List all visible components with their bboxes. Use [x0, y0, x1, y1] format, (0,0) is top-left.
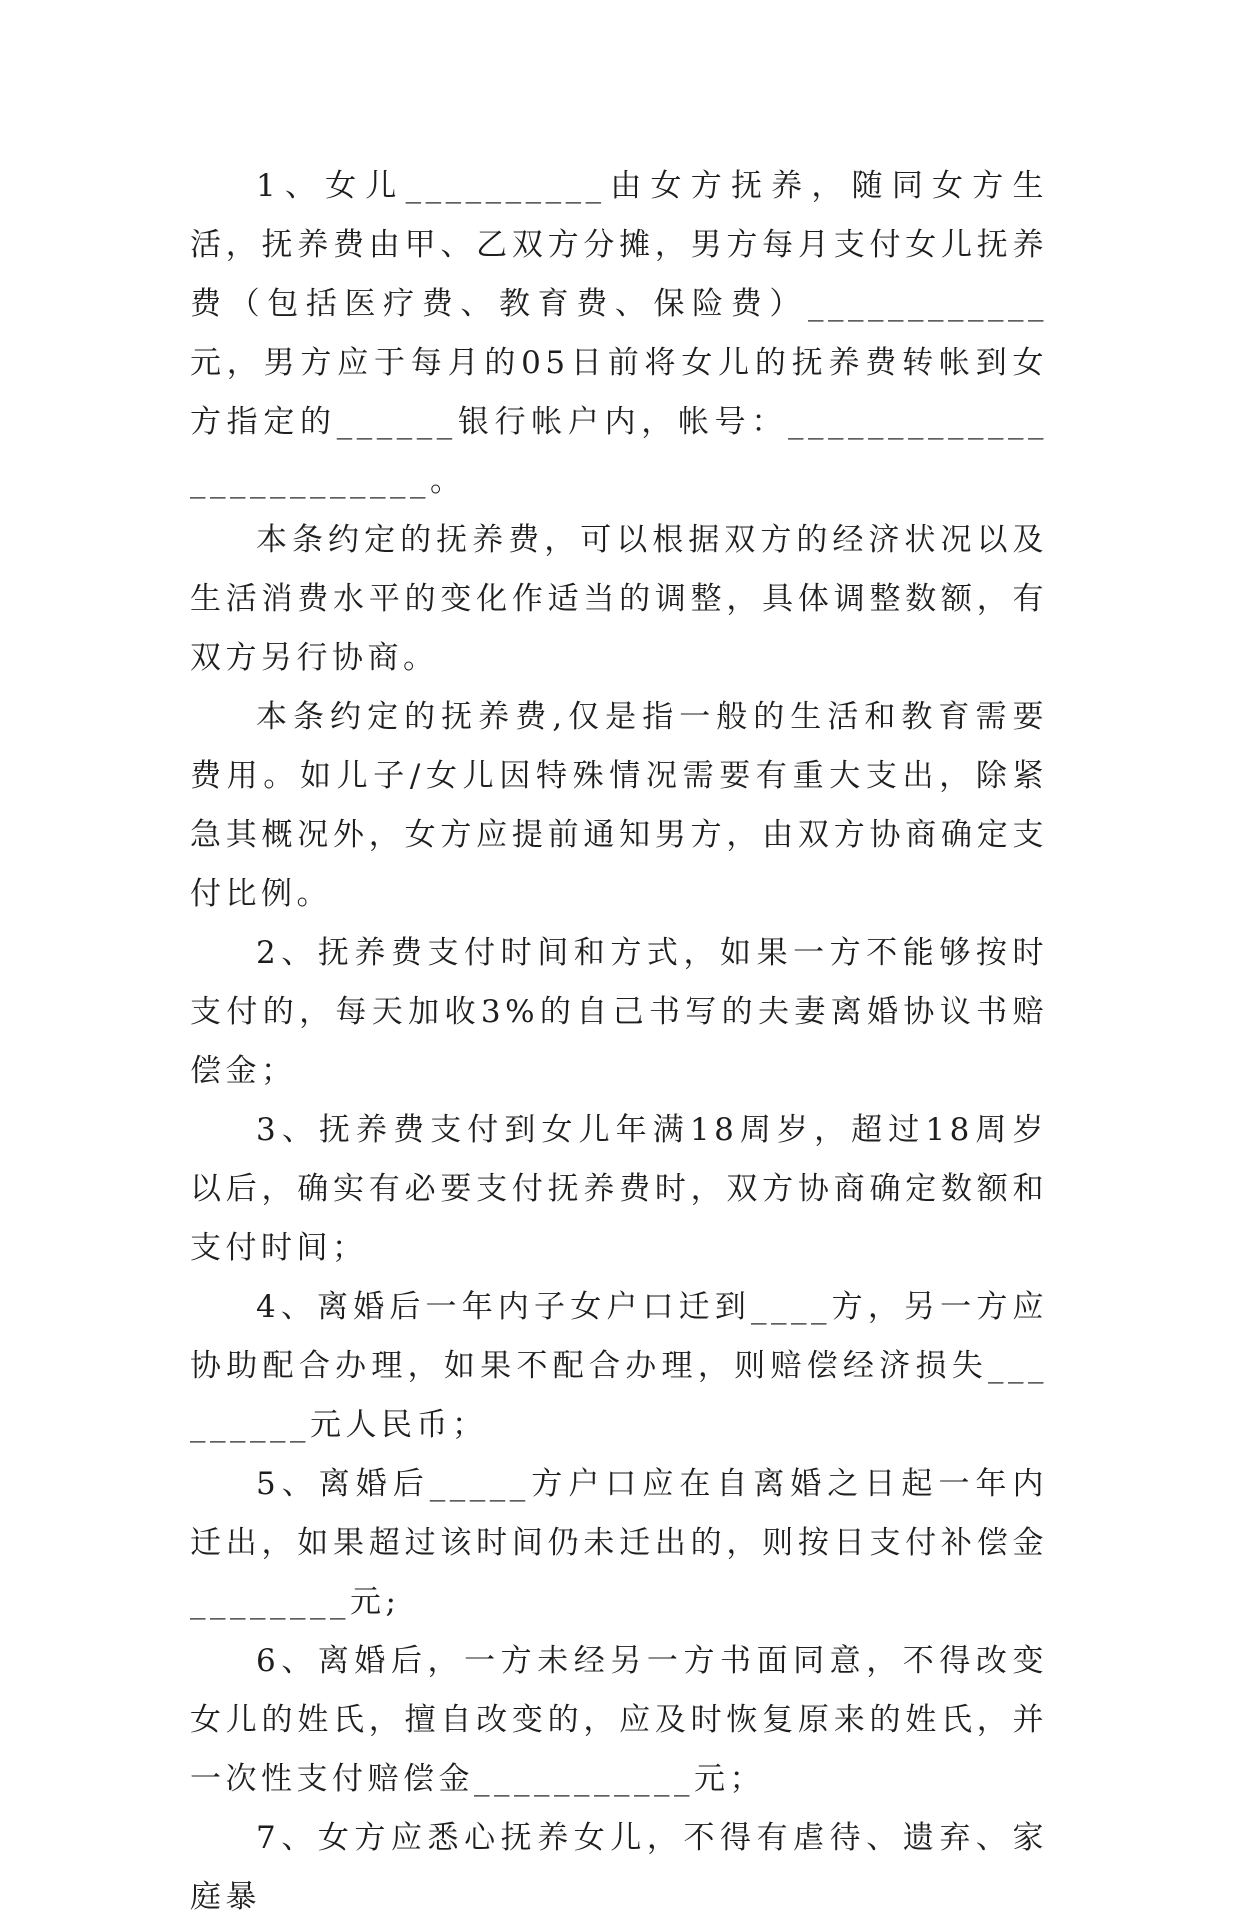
- paragraph-6-surname: 6、离婚后，一方未经另一方书面同意，不得改变女儿的姓氏，擅自改变的，应及时恢复原来的姓氏，并一次性支付赔偿金___________元；: [190, 1643, 1048, 1797]
- document-body: [190, 157, 1048, 1927]
- paragraph-support-scope: 本条约定的抚养费,仅是指一般的生活和教育需要费用。如儿子/女儿因特殊情况需要有重大支出，除紧急其概况外，女方应提前通知男方，由双方协商确定支付比例。: [190, 699, 1048, 912]
- paragraph-4-household-registration: 4、离婚后一年内子女户口迁到____方，另一方应协助配合办理，如果不配合办理，则赔偿经济损失_________元人民币；: [190, 1289, 1048, 1443]
- paragraph-1-child-support: 1、女儿__________由女方抚养，随同女方生活，抚养费由甲、乙双方分摊，男方每月支付女儿抚养费（包括医疗费、教育费、保险费）____________元，男方应于每月的05日前将女儿的抚养费转帐到女方指定的______银行帐户内，帐号：_________________________。: [190, 168, 1048, 499]
- paragraph-7-care: 7、女方应悉心抚养女儿，不得有虐待、遗弃、家庭暴: [190, 1820, 1048, 1915]
- paragraph-5-move-out: 5、离婚后_____方户口应在自离婚之日起一年内迁出，如果超过该时间仍未迁出的，则按日支付补偿金________元;: [190, 1466, 1048, 1620]
- paragraph-2-payment-terms: 2、抚养费支付时间和方式，如果一方不能够按时支付的，每天加收3%的自己书写的夫妻离婚协议书赔偿金；: [190, 935, 1048, 1089]
- paragraph-3-payment-duration: 3、抚养费支付到女儿年满18周岁，超过18周岁以后，确实有必要支付抚养费时，双方协商确定数额和支付时间；: [190, 1112, 1048, 1266]
- paragraph-support-adjustment: 本条约定的抚养费，可以根据双方的经济状况以及生活消费水平的变化作适当的调整，具体调整数额，有双方另行协商。: [190, 522, 1048, 676]
